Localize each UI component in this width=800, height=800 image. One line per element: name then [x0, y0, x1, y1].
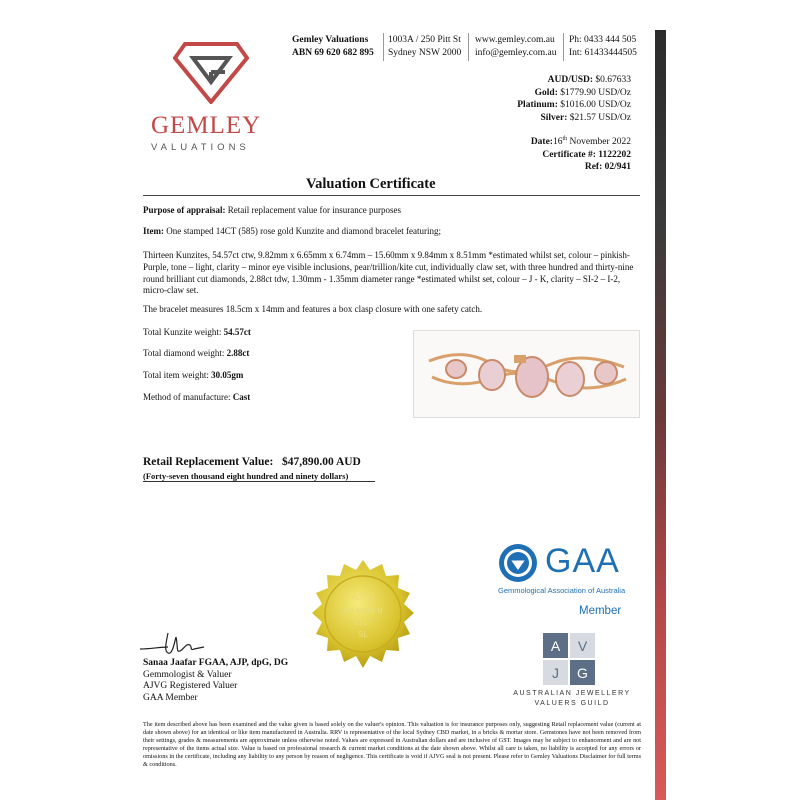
decorative-sidebar: [655, 30, 666, 800]
gaa-member-label: Member: [579, 605, 622, 617]
gaa-globe-icon: [497, 542, 539, 584]
retail-value-words: (Forty-seven thousand eight hundred and ninety dollars): [143, 471, 349, 481]
company-name: Gemley Valuations: [292, 35, 369, 45]
title-divider: [143, 195, 640, 196]
company-abn: ABN 69 620 682 895: [292, 48, 374, 58]
gaa-logo: [497, 542, 539, 589]
gaa-subtitle: Gemmological Association of Australia: [498, 586, 626, 595]
header-divider: [563, 33, 564, 61]
header-divider: [383, 33, 384, 61]
svg-text:V: V: [577, 638, 588, 654]
ajvg-seal: [304, 555, 422, 678]
value-underline: [143, 481, 375, 482]
seal-line-3: 1717: [354, 618, 372, 627]
company-logo: [145, 42, 275, 153]
seal-line-4: SL: [358, 630, 368, 639]
valuer-title: Gemmologist & Valuer: [143, 669, 232, 680]
seal-line-1: AJVG: [351, 592, 375, 602]
logo-subtitle: VALUATIONS: [151, 142, 250, 153]
ajvg-name: AUSTRALIAN JEWELLERY VALUERS GUILD: [513, 690, 631, 707]
item-weight: Total item weight: 30.05gm: [143, 370, 244, 380]
kunzite-weight: Total Kunzite weight: 54.57ct: [143, 327, 251, 337]
item-line: Item: One stamped 14CT (585) rose gold Kunzite and diamond bracelet featuring;: [143, 226, 442, 236]
phone-number: Ph: 0433 444 505: [569, 35, 637, 45]
website-link[interactable]: www.gemley.com.au: [475, 35, 555, 45]
platinum-rate: Platinum: $1016.00 USD/Oz: [517, 100, 631, 110]
header-web-block: [475, 34, 556, 60]
ajvg-logo: [543, 633, 595, 690]
silver-rate: Silver: $21.57 USD/Oz: [540, 112, 631, 123]
seal-line-2: NO NOTE N: [343, 608, 383, 615]
svg-text:A: A: [550, 638, 561, 654]
header-divider: [468, 33, 469, 61]
valuer-membership: GAA Member: [143, 692, 198, 703]
manufacture-method: Method of manufacture: Cast: [143, 392, 251, 402]
header-company-block: [292, 34, 374, 60]
address-line-2: Sydney NSW 2000: [388, 48, 462, 58]
diamond-logo-icon: [173, 42, 249, 104]
ajvg-grid-icon: [543, 633, 595, 685]
address-line-1: 1003A / 250 Pitt St: [388, 35, 461, 45]
certificate-ref: Ref: 02/941: [584, 162, 631, 173]
page-title: Valuation Certificate: [306, 176, 436, 192]
header-address-block: [388, 34, 461, 60]
retail-value: Retail Replacement Value: $47,890.00 AUD: [143, 456, 361, 468]
metal-rates: [517, 74, 631, 124]
intl-phone-number: Int: 61433444505: [569, 48, 637, 58]
valuer-name: Sanaa Jaafar FGAA, AJP, dpG, DG: [143, 658, 289, 668]
purpose-line: Purpose of appraisal: Retail replacement value for insurance purposes: [143, 205, 401, 215]
certificate-number: Certificate #: 1122202: [542, 149, 631, 160]
gaa-name: GAA: [545, 542, 620, 580]
diamond-weight: Total diamond weight: 2.88ct: [143, 348, 250, 358]
valuer-signature: [138, 625, 208, 662]
valuer-registration: AJVG Registered Valuer: [143, 681, 238, 691]
email-link[interactable]: info@gemley.com.au: [475, 48, 557, 58]
logo-name: GEMLEY: [151, 112, 262, 139]
certificate-meta: [531, 133, 631, 174]
svg-text:J: J: [552, 665, 559, 681]
disclaimer: The item described above has been examined and the value given is based solely on the valuer's opinion. This valuation is for insurance purposes only, suggesting Retail replacement value (current at date shown above) for an identical or like item manufactured in Australia. RRV is representative of the local Sydney CBD market, in a bricks & mortar store. Gemstones have not been removed from their settings, grades & measurements are approximate unless otherwise noted. Values are expressed in Australian dollars and are inclusive of GST. Images may be subject to enhancement and are not representative of the items actual size. Value is based on professional research & current market conditions at the date shown above. Whilst all care is taken, no liability is accepted for any errors or omissions in the certificate, including any liability to any person by reason of negligence. This certificate is void if AJVG seal is not present. Please refer to Gemley Valuations Disclaimer for full terms & conditions.: [143, 721, 641, 768]
svg-text:G: G: [577, 665, 588, 681]
valuer-details: [143, 658, 288, 704]
aud-rate: AUD/USD: $0.67633: [547, 75, 631, 85]
measurement-line: The bracelet measures 18.5cm x 14mm and features a box clasp closure with one safety catch.: [143, 304, 483, 314]
certificate-date: Date:16th November 2022: [530, 136, 631, 148]
gold-rate: Gold: $1779.90 USD/Oz: [534, 87, 631, 98]
header-phone-block: [569, 34, 637, 60]
item-description: Thirteen Kunzites, 54.57ct ctw, 9.82mm x 6.65mm x 6.74mm – 15.60mm x 9.84mm x 8.51mm *estimated whilst set, colour – pinkish-Purple, tone – light, clarity – minor eye visible inclusions, pear/trillion/kite cut, individually claw set, with three hundred and thirty-nine round brilliant cut diamonds, 2.88ct tdw, 1.30mm - 1.35mm diameter range *estimated whilst set, colour – J - K, clarity – SI-2 – I-2, micro-claw set.: [143, 250, 634, 296]
bracelet-photo: [413, 330, 640, 418]
